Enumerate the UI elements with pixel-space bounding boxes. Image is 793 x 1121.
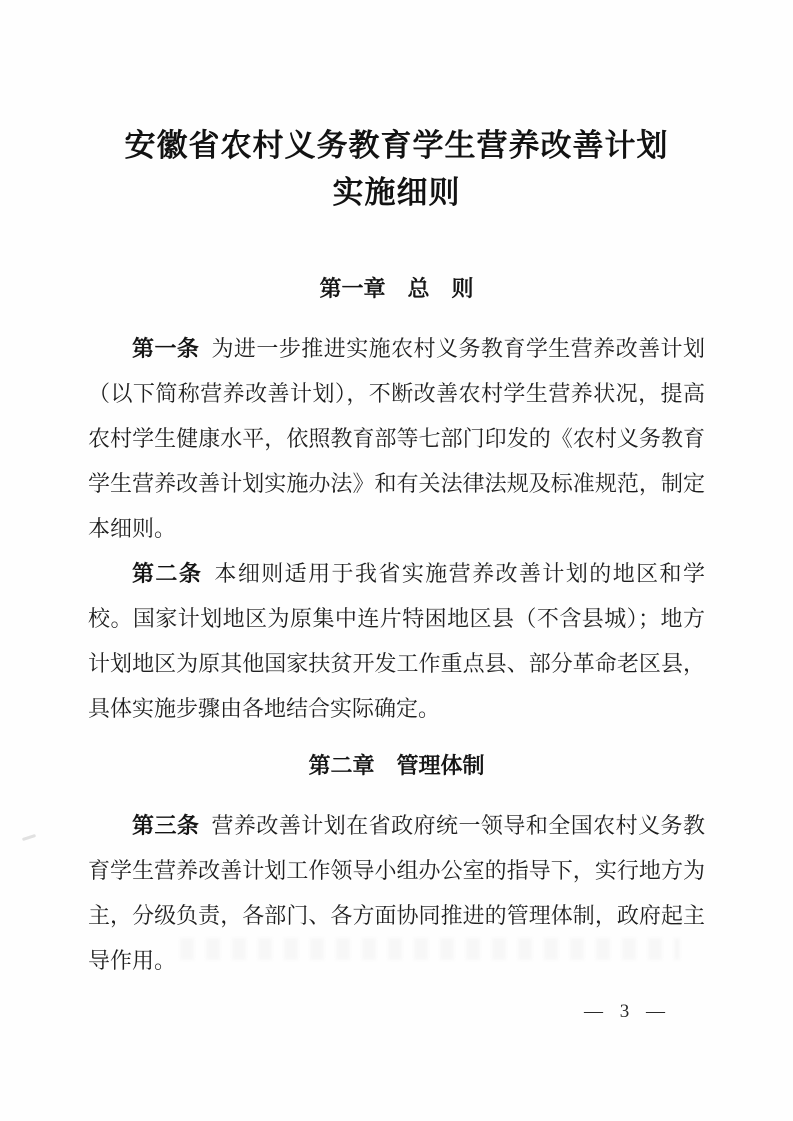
document-title-line-1: 安徽省农村义务教育学生营养改善计划 <box>124 128 669 163</box>
article-3-label: 第三条 <box>132 813 200 838</box>
chapter-2-heading: 第二章 管理体制 <box>308 753 485 778</box>
document-title-line-2: 实施细则 <box>332 175 461 210</box>
article-1-text: 为进一步推进实施农村义务教育学生营养改善计划（以下简称营养改善计划），不断改善农村学生营养状况，提高农村学生健康水平，依照教育部等七部门印发的《农村义务教育学生营养改善计划实施办法》和有关法律法规及标准规范，制定本细则。 <box>88 336 705 541</box>
article-3-text: 营养改善计划在省政府统一领导和全国农村义务教育学生营养改善计划工作领导小组办公室的指导下，实行地方为主，分级负责，各部门、各方面协同推进的管理体制，政府起主导作用。 <box>88 813 705 973</box>
document-title <box>88 0 705 216</box>
page-number: — 3 — <box>584 1001 671 1022</box>
scan-bleedthrough-artifact <box>180 938 680 960</box>
chapter-1-heading: 第一章 总 则 <box>319 276 474 301</box>
article-1-paragraph <box>88 326 705 551</box>
article-2-paragraph <box>88 551 705 731</box>
article-2-text: 本细则适用于我省实施营养改善计划的地区和学校。国家计划地区为原集中连片特困地区县（不含县城）；地方计划地区为原其他国家扶贫开发工作重点县、部分革命老区县，具体实施步骤由各地结合实际确定。 <box>88 561 705 721</box>
article-1-label: 第一条 <box>132 336 200 361</box>
article-2-label: 第二条 <box>132 561 203 586</box>
